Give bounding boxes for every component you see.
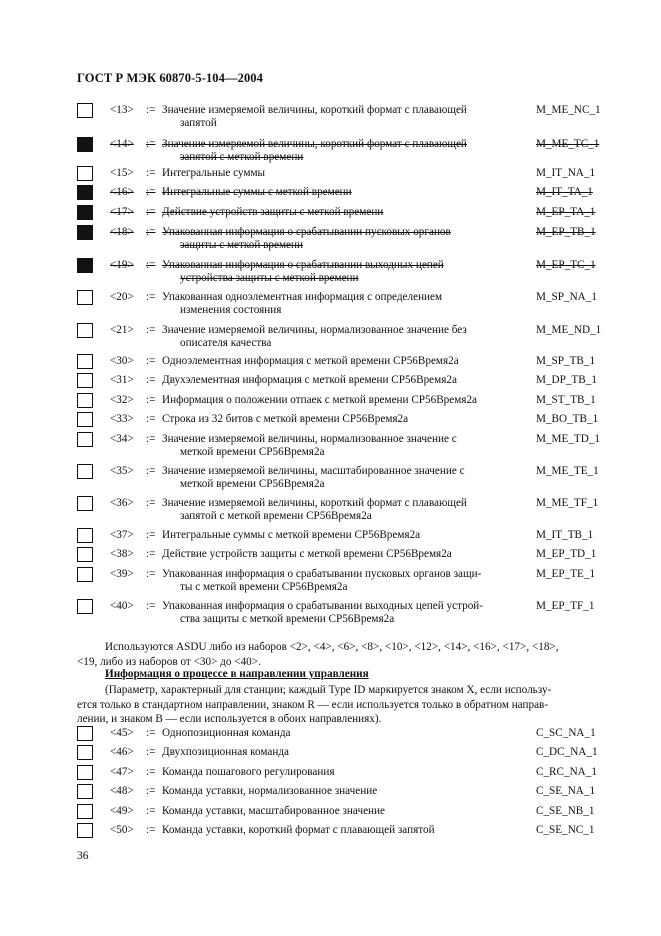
type-description-line-1: Значение измеряемой величины, нормализованное значение без [162,324,467,336]
asdu-paragraph-line-2: <19, либо из наборов от <30> до <40>. [77,655,261,668]
assign-symbol: := [146,785,156,797]
type-identifier: M_ME_TE_1 [536,465,599,477]
type-description-line-1: Действие устройств защиты с меткой времени [162,206,384,218]
type-identifier: M_EP_TC_1 [536,259,596,271]
assign-symbol: := [146,746,156,758]
type-code: <37> [110,529,134,541]
type-description [162,465,527,491]
type-code: <34> [110,433,134,445]
asdu-paragraph-line-1: Используются ASDU либо из наборов <2>, <4>, <6>, <8>, <10>, <12>, <14>, <16>, <17>, <18>, [105,641,559,653]
type-description-line-1: Значение измеряемой величины, короткий формат с плавающей [162,497,467,509]
type-identifier: M_BO_TB_1 [536,413,599,425]
assign-symbol: := [146,805,156,817]
type-description-line-1: Упакованная информация о срабатывании выходных цепей [162,259,444,271]
type-description-line-1: Двухэлементная информация с меткой времени СР56Время2а [162,374,457,386]
type-description [162,355,527,368]
type-code: <17> [110,206,134,218]
type-identifier: C_SC_NA_1 [536,727,596,739]
type-description [162,433,527,459]
type-description [162,374,527,387]
filled-checkbox[interactable] [77,205,93,220]
type-description-line-2: меткой времени СР56Время2а [180,478,325,490]
type-description-line-2: запятой [180,117,217,129]
type-code: <35> [110,465,134,477]
type-description [162,824,527,837]
assign-symbol: := [146,727,156,739]
type-description-line-1: Информация о положении отпаек с меткой времени СР56Время2а [162,394,478,406]
type-description [162,167,527,180]
type-identifier: M_ME_ND_1 [536,324,602,336]
type-description [162,226,527,252]
type-identifier: M_IT_NA_1 [536,167,596,179]
type-description [162,206,527,219]
empty-checkbox[interactable] [77,726,93,741]
parameter-paragraph [77,683,615,727]
type-identifier: M_ME_TF_1 [536,497,599,509]
type-code: <14> [110,138,134,150]
type-description [162,600,527,626]
type-description-line-1: Одноэлементная информация с меткой времени СР56Время2а [162,355,459,367]
type-identifier: M_EP_TD_1 [536,548,597,560]
page-number: 36 [77,850,89,862]
filled-checkbox[interactable] [77,137,93,152]
assign-symbol: := [146,600,156,612]
page-header: ГОСТ Р МЭК 60870-5-104—2004 [77,71,264,85]
type-identifier: M_SP_NA_1 [536,291,597,303]
type-description-line-1: Строка из 32 битов с меткой времени СР56Время2а [162,413,409,425]
type-description-line-2: устройства защиты с меткой времени [180,272,359,284]
assign-symbol: := [146,394,156,406]
empty-checkbox[interactable] [77,765,93,780]
parameter-paragraph-line-2: ется только в стандартном направлении, знаком R — если используется только в обратном направ- [77,698,549,711]
type-code: <13> [110,104,134,116]
type-identifier: M_SP_TB_1 [536,355,596,367]
type-description-line-1: Упакованная информация о срабатывании пусковых органов защи- [162,568,482,580]
assign-symbol: := [146,497,156,509]
assign-symbol: := [146,433,156,445]
assign-symbol: := [146,766,156,778]
type-description-line-2: описателя качества [180,337,272,349]
type-code: <33> [110,413,134,425]
section-heading-control-direction: Информация о процессе в направлении управления [105,668,369,680]
type-identifier: M_ME_NC_1 [536,104,601,116]
empty-checkbox[interactable] [77,599,93,614]
type-description-line-1: Двухпозиционная команда [162,746,290,758]
type-identifier: M_EP_TE_1 [536,568,596,580]
empty-checkbox[interactable] [77,784,93,799]
assign-symbol: := [146,413,156,425]
empty-checkbox[interactable] [77,354,93,369]
type-description [162,291,527,317]
assign-symbol: := [146,104,156,116]
type-identifier: M_ME_TD_1 [536,433,601,445]
type-identifier: M_ST_TB_1 [536,394,596,406]
type-description-line-1: Значение измеряемой величины, нормализованное значение с [162,433,457,445]
type-identifier: C_DC_NA_1 [536,746,598,758]
type-description-line-1: Интегральные суммы с меткой времени [162,186,352,198]
assign-symbol: := [146,374,156,386]
empty-checkbox[interactable] [77,103,93,118]
assign-symbol: := [146,291,156,303]
type-identifier: C_SE_NB_1 [536,805,595,817]
type-description [162,138,527,164]
type-code: <21> [110,324,134,336]
type-description-line-1: Команда уставки, короткий формат с плавающей запятой [162,824,435,836]
type-code: <40> [110,600,134,612]
type-description-line-1: Значение измеряемой величины, масштабированное значение с [162,465,465,477]
type-code: <39> [110,568,134,580]
assign-symbol: := [146,206,156,218]
empty-checkbox[interactable] [77,432,93,447]
empty-checkbox[interactable] [77,496,93,511]
type-description [162,104,527,130]
type-code: <45> [110,727,134,739]
type-description [162,186,527,199]
type-description-line-1: Значение измеряемой величины, короткий формат с плавающей [162,138,467,150]
type-description-line-1: Интегральные суммы с меткой времени СР56Время2а [162,529,421,541]
type-description-line-1: Команда пошагового регулирования [162,766,335,778]
type-code: <46> [110,746,134,758]
empty-checkbox[interactable] [77,464,93,479]
filled-checkbox[interactable] [77,185,93,200]
type-description [162,259,527,285]
type-description-line-2: ства защиты с меткой времени СР56Время2а [180,613,395,625]
type-identifier: C_SE_NC_1 [536,824,595,836]
type-code: <48> [110,785,134,797]
empty-checkbox[interactable] [77,290,93,305]
empty-checkbox[interactable] [77,373,93,388]
type-description-line-2: запятой с меткой времени СР56Время2а [180,510,372,522]
empty-checkbox[interactable] [77,804,93,819]
assign-symbol: := [146,324,156,336]
type-identifier: M_IT_TA_1 [536,186,593,198]
empty-checkbox[interactable] [77,323,93,338]
type-description-line-1: Действие устройств защиты с меткой времени СР56Время2а [162,548,452,560]
type-description [162,727,527,740]
assign-symbol: := [146,259,156,271]
type-code: <20> [110,291,134,303]
type-code: <49> [110,805,134,817]
type-identifier: M_DP_TB_1 [536,374,597,386]
assign-symbol: := [146,548,156,560]
type-description-line-1: Команда уставки, масштабированное значение [162,805,385,817]
assign-symbol: := [146,186,156,198]
empty-checkbox[interactable] [77,412,93,427]
type-description-line-1: Упакованная одноэлементная информация с определением [162,291,443,303]
type-description-line-2: защиты с меткой времени [180,239,303,251]
assign-symbol: := [146,529,156,541]
type-code: <16> [110,186,134,198]
assign-symbol: := [146,226,156,238]
type-description [162,785,527,798]
type-description-line-1: Значение измеряемой величины, короткий формат с плавающей [162,104,467,116]
type-code: <15> [110,167,134,179]
type-identifier: C_SE_NA_1 [536,785,596,797]
type-description [162,766,527,779]
assign-symbol: := [146,355,156,367]
empty-checkbox[interactable] [77,745,93,760]
type-description [162,568,527,594]
empty-checkbox[interactable] [77,393,93,408]
type-description-line-2: ты с меткой времени СР56Время2а [180,581,348,593]
type-description [162,413,527,426]
type-description [162,394,527,407]
type-identifier: M_EP_TA_1 [536,206,596,218]
type-description [162,324,527,350]
assign-symbol: := [146,465,156,477]
assign-symbol: := [146,824,156,836]
type-description-line-2: запятой с меткой времени [180,151,304,163]
empty-checkbox[interactable] [77,567,93,582]
type-description [162,529,527,542]
type-code: <47> [110,766,134,778]
type-code: <18> [110,226,134,238]
type-description-line-1: Команда уставки, нормализованное значение [162,785,378,797]
type-code: <19> [110,259,134,271]
type-code: <50> [110,824,134,836]
parameter-paragraph-line-3: лении, и знаком B — если используется в обоих направлениях). [77,713,382,725]
type-description-line-2: меткой времени СР56Время2а [180,446,325,458]
parameter-paragraph-line-1: (Параметр, характерный для станции; каждый Type ID маркируется знаком X, если использу- [105,684,552,696]
assign-symbol: := [146,568,156,580]
type-code: <36> [110,497,134,509]
type-description-line-1: Интегральные суммы [162,167,266,179]
type-code: <38> [110,548,134,560]
empty-checkbox[interactable] [77,166,93,181]
type-identifier: M_ME_TC_1 [536,138,600,150]
empty-checkbox[interactable] [77,547,93,562]
empty-checkbox[interactable] [77,528,93,543]
type-description [162,548,527,561]
type-code: <30> [110,355,134,367]
filled-checkbox[interactable] [77,258,93,273]
type-code: <32> [110,394,134,406]
type-code: <31> [110,374,134,386]
assign-symbol: := [146,138,156,150]
type-description [162,746,527,759]
empty-checkbox[interactable] [77,823,93,838]
type-description [162,497,527,523]
type-identifier: M_EP_TF_1 [536,600,595,612]
type-identifier: M_EP_TB_1 [536,226,596,238]
type-description-line-1: Упакованная информация о срабатывании выходных цепей устрой- [162,600,484,612]
assign-symbol: := [146,167,156,179]
type-description-line-2: изменения состояния [180,304,282,316]
type-description [162,805,527,818]
type-description-line-1: Упакованная информация о срабатывании пусковых органов [162,226,451,238]
type-identifier: M_IT_TB_1 [536,529,594,541]
type-identifier: C_RC_NA_1 [536,766,597,778]
type-description-line-1: Однопозиционная команда [162,727,291,739]
asdu-paragraph [77,640,615,669]
filled-checkbox[interactable] [77,225,93,240]
